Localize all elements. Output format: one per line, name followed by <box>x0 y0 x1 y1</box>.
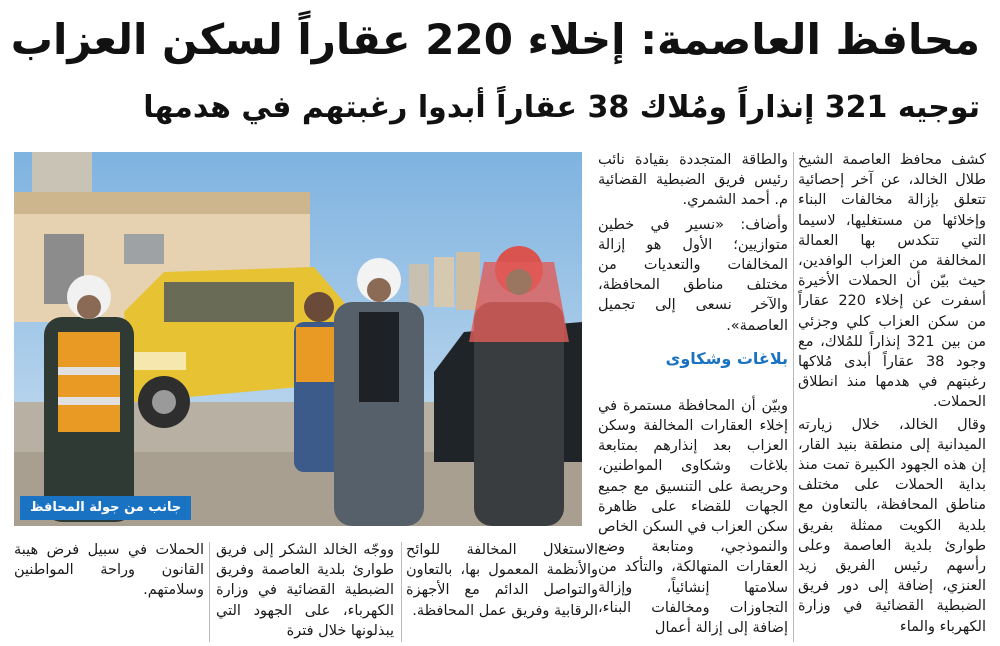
photo-illustration <box>14 152 582 526</box>
bottom-column-3: الحملات في سبيل فرض هيبة القانون وراحة المواطنين وسلامتهم. <box>14 542 204 599</box>
paragraph: كشف محافظ العاصمة الشيخ طلال الخالد، عن آخر إحصائية تتعلق بإزالة مخالفات البناء وإخلائها من مستغليها، لاسيما التي تتكدس بها العمالة المخالفة من العزاب الوافدين، حيث بيّن أن الحملات الأخيرة أسفرت عن إخلاء 220 عقاراً من سكن العزاب كلي وجزئي من بين 321 إنذاراً للمُلاك، مع وجود 38 عقاراً أبدى مُلاكها رغبتهم في هدمها منذ انطلاق الحملات. <box>798 152 986 411</box>
article-column-1 <box>798 150 986 646</box>
article-column-2 <box>598 150 788 646</box>
column-divider <box>401 542 402 642</box>
headline: محافظ العاصمة: إخلاء 220 عقاراً لسكن العزاب <box>10 15 980 64</box>
paragraph: وأضاف: «نسير في خطين متوازيين؛ الأول هو إزالة المخالفات والتعديات من مختلف مناطق المحافظة، والآخر نسعى إلى تجميل العاصمة». <box>598 216 788 334</box>
paragraph: وبيّن أن المحافظة مستمرة في إخلاء العقارات المخالفة وسكن العزاب بعد إنذارهم بمتابعة بلاغات وشكاوى المواطنين، وحريصة على التنسيق مع جميع الجهات للقضاء على ظاهرة سكن العزاب في السكن الخاص والنموذجي، ومتابعة وضع العقارات المتهالكة، والتأكد من سلامتها إنشائياً، وإزالة التجاوزات ومخالفات البناء، إضافة إلى إزالة أعمال <box>598 397 788 637</box>
photo-caption: جانب من جولة المحافظ <box>20 496 191 520</box>
section-title: بلاغات وشكاوى <box>665 348 788 368</box>
paragraph: وقال الخالد، خلال زيارته الميدانية إلى منطقة بنيد القار، إن هذه الجهود الكبيرة تمت منذ بداية الحملات على مختلف مناطق المحافظة، بالتعاون مع بلدية الكويت ممثلة بفريق طوارئ بلدية العاصمة وعلى رأسهم رئيس الفريق زيد العنزي، إضافة إلى دور فريق الضبطية القضائية في وزارة الكهرباء والماء <box>798 416 986 635</box>
paragraph: والطاقة المتجددة بقيادة نائب رئيس فريق الضبطية القضائية م. أحمد الشمري. <box>598 152 788 209</box>
column-divider <box>209 542 210 642</box>
bottom-column-2: ووجّه الخالد الشكر إلى فريق طوارئ بلدية العاصمة وفريق الضبطية القضائية في وزارة الكهرباء، على الجهود التي يبذلونها خلال فترة <box>216 542 394 639</box>
article-photo <box>14 152 582 526</box>
bottom-column-1: الاستغلال المخالفة للوائح والأنظمة المعمول بها، بالتعاون والتواصل الدائم مع الأجهزة الرقابية وفريق عمل المحافظة. <box>406 542 598 619</box>
subheadline: توجيه 321 إنذاراً ومُلاك 38 عقاراً أبدوا رغبتهم في هدمها <box>143 90 980 125</box>
column-divider <box>793 152 794 642</box>
